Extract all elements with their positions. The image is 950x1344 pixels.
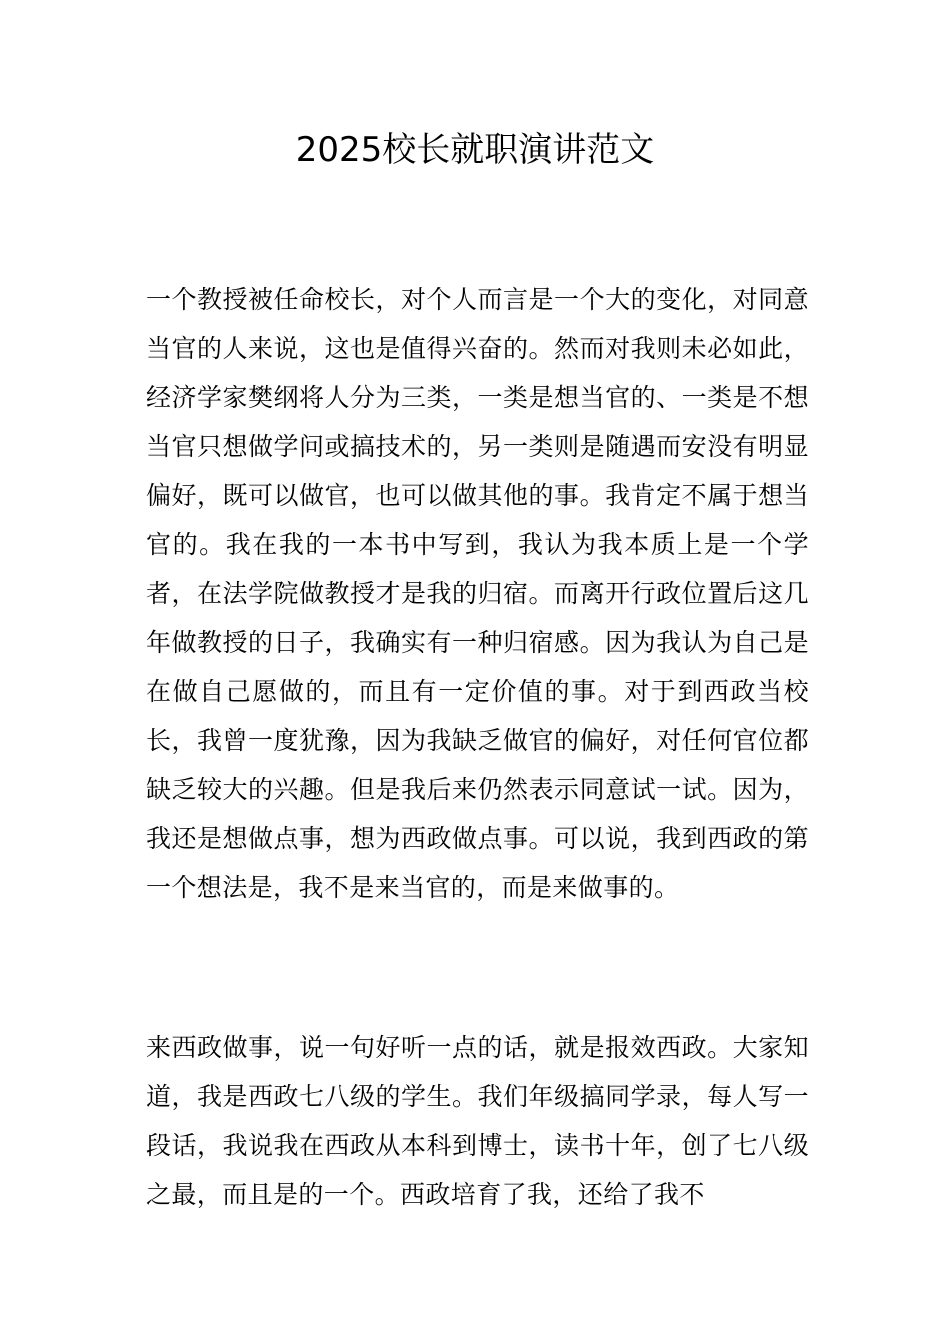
page-title: 2025校长就职演讲范文 <box>295 130 655 170</box>
paragraph: 来西政做事，说一句好听一点的话，就是报效西政。大家知道，我是西政七八级的学生。我们年级搞同学录，每人写一段话，我说我在西政从本科到博士，读书十年，创了七八级之最，而且是的一个。西政培育了我，还给了我不 <box>146 1033 809 1209</box>
paragraph: 一个教授被任命校长，对个人而言是一个大的变化，对同意当官的人来说，这也是值得兴奋的。然而对我则未必如此，经济学家樊纲将人分为三类，一类是想当官的、一类是不想当官只想做学问或搞技术的，另一类则是随遇而安没有明显偏好，既可以做官，也可以做其他的事。我肯定不属于想当官的。我在我的一本书中写到，我认为我本质上是一个学者，在法学院做教授才是我的归宿。而离开行政位置后这几年做教授的日子，我确实有一种归宿感。因为我认为自己是在做自己愿做的，而且有一定价值的事。对于到西政当校长，我曾一度犹豫，因为我缺乏做官的偏好，对任何官位都缺乏较大的兴趣。但是我后来仍然表示同意试一试。因为，我还是想做点事，想为西政做点事。可以说，我到西政的第一个想法是，我不是来当官的，而是来做事的。 <box>146 285 809 902</box>
